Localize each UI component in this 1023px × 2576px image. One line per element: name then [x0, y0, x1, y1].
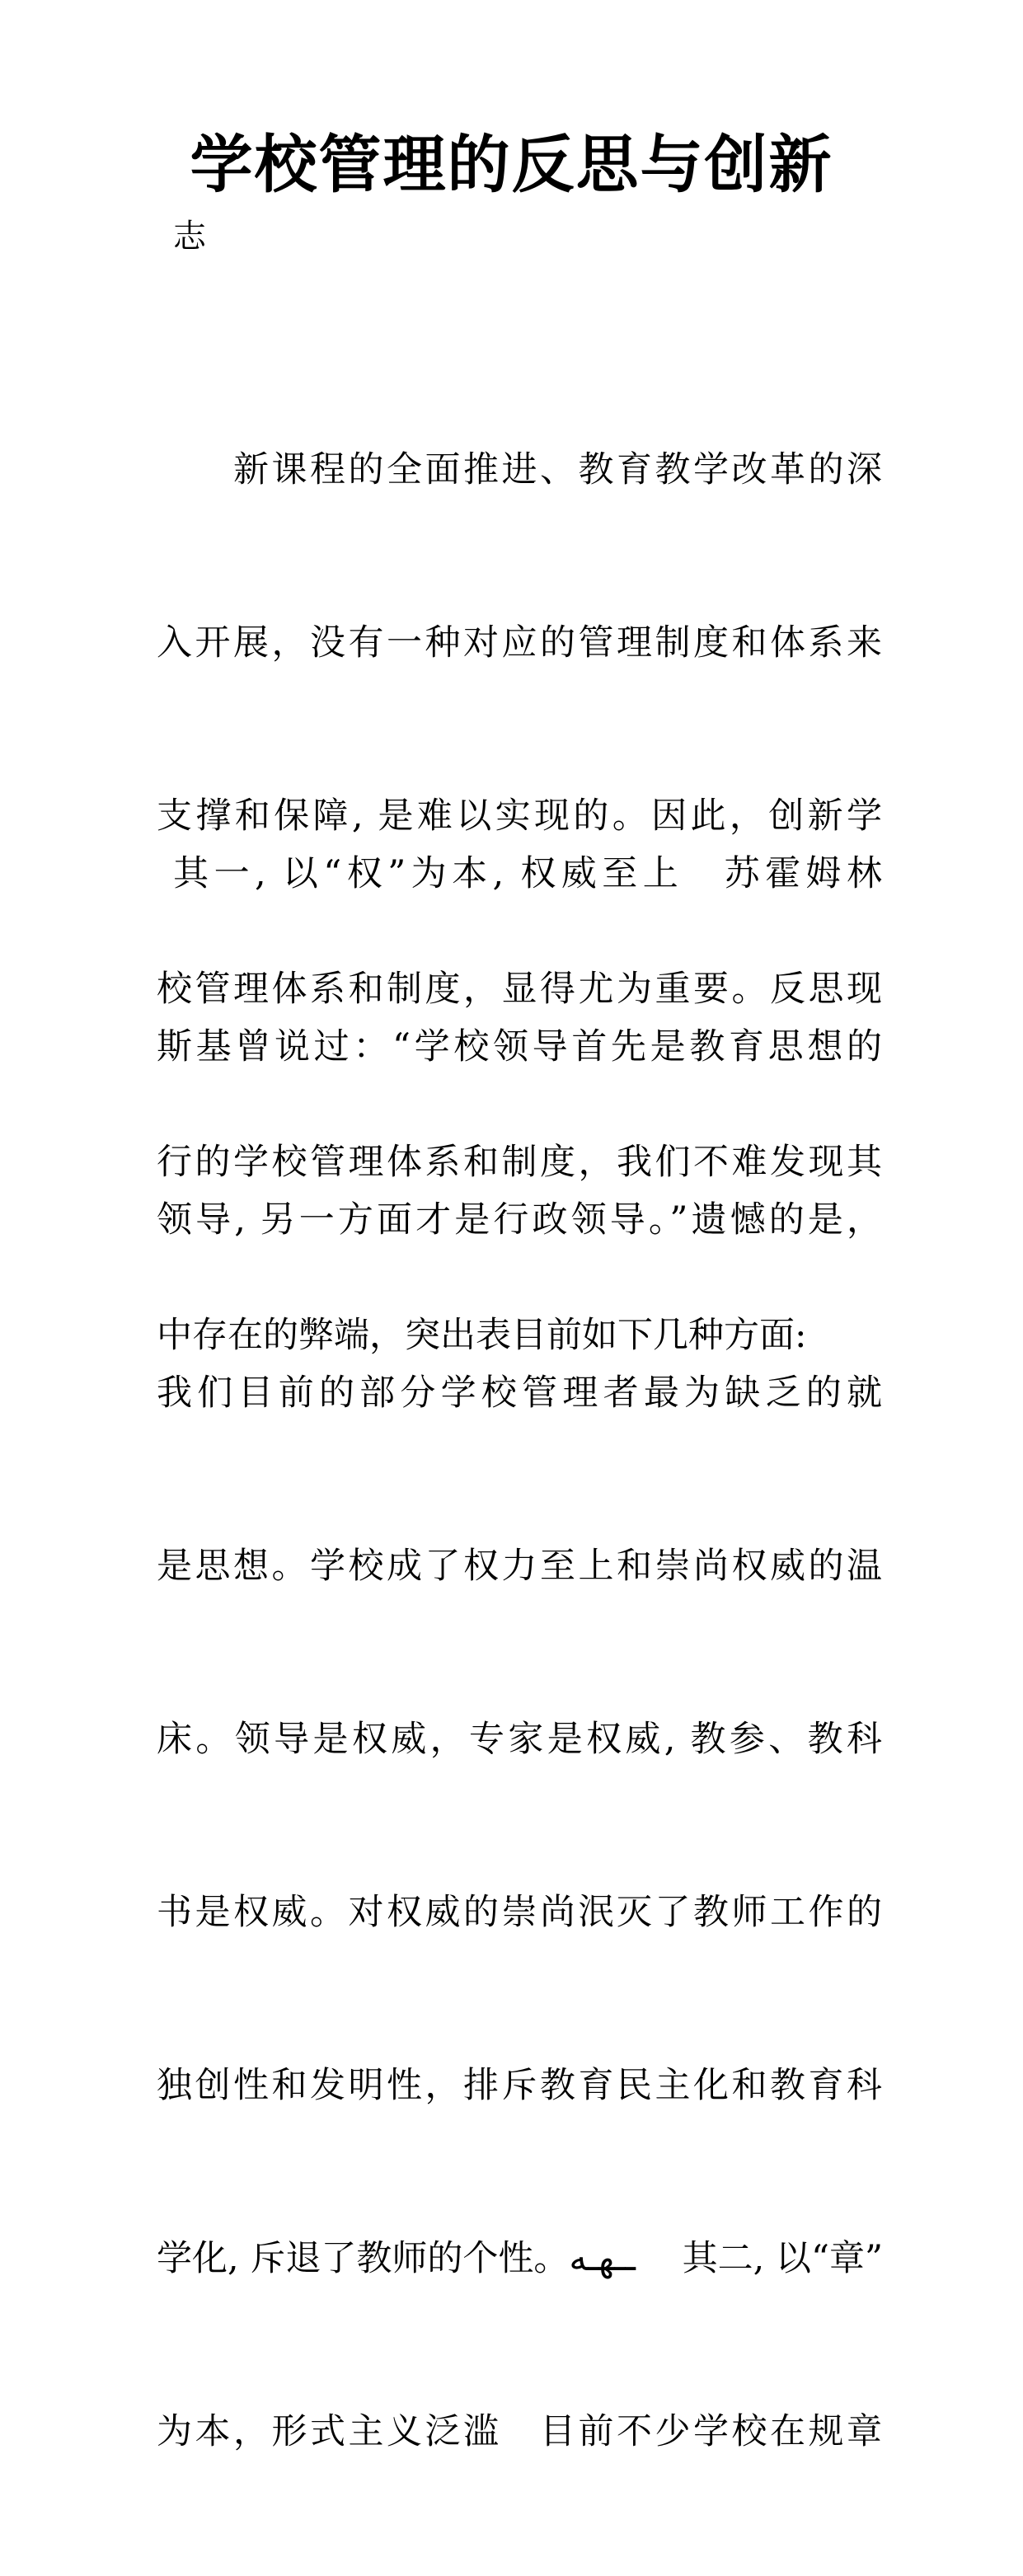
paragraph-line: 其一, 以“权”为本, 权威至上 苏霍姆林: [157, 853, 882, 894]
paragraph-line: 中存在的弊端，突出表目前如下几种方面:: [157, 1315, 807, 1356]
paragraph-line: 学化, 斥退了教师的个性。ــهـه 其二, 以“章”: [157, 2238, 883, 2279]
paragraph-line: 校管理体系和制度，显得尤为重要。反思现: [157, 969, 882, 1010]
paragraph-line: 床。领导是权威，专家是权威, 教参、教科: [157, 1719, 882, 1760]
paragraph-line: 是思想。学校成了权力至上和崇尚权威的温: [157, 1546, 882, 1587]
paragraph-line: 我们目前的部分学校管理者最为缺乏的就: [157, 1372, 882, 1414]
paragraph-line: 支撑和保障, 是难以实现的。因此，创新学: [157, 795, 882, 837]
paragraph-line: 独创性和发明性，排斥教育民主化和教育科: [157, 2065, 882, 2106]
paragraph-line: 斯基曾说过：“学校领导首先是教育思想的: [157, 1026, 882, 1067]
paragraph-line: 行的学校管理体系和制度，我们不难发现其: [157, 1142, 882, 1183]
paragraph-line: 领导, 另一方面才是行政领导。”遗憾的是，: [157, 1199, 882, 1241]
paragraph-line: 书是权威。对权威的崇尚泯灭了教师工作的: [157, 1892, 882, 1933]
document-author: 志: [173, 218, 206, 256]
paragraph-line: 为本，形式主义泛滥 目前不少学校在规章: [157, 2411, 882, 2452]
paragraph-line: 入开展，没有一种对应的管理制度和体系来: [157, 622, 882, 664]
paragraph-line: 新课程的全面推进、教育教学改革的深: [157, 449, 882, 490]
document-title: 学校管理的反思与创新: [190, 128, 833, 201]
paragraph-issues: [157, 730, 882, 2576]
